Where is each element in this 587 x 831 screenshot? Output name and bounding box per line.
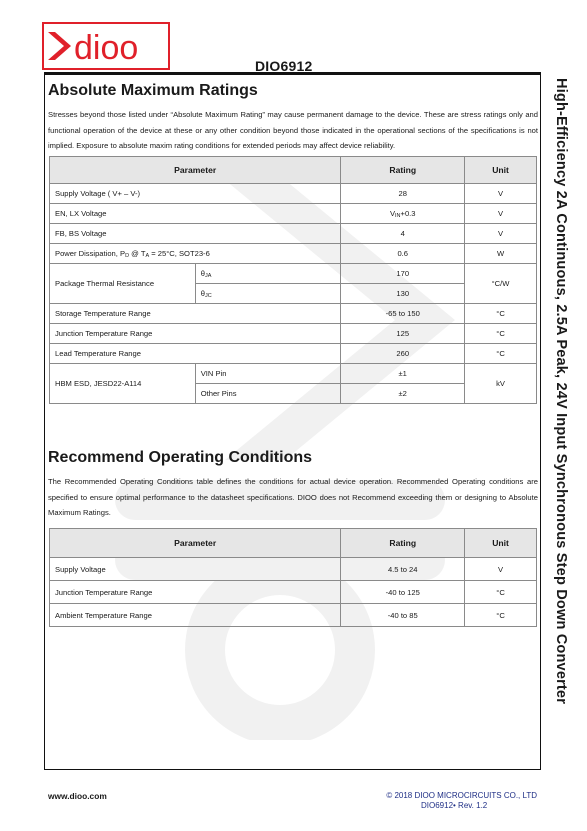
table-cell: 260 (341, 344, 465, 364)
table-cell: kV (465, 364, 537, 404)
rec-op-paragraph: The Recommended Operating Conditions table defines the conditions for actual device operation. Recommended Operating conditions are specified to ensure optimal performance to the datasheet specifications. DIOO does not Recommend exceeding them or designing to Absolute Maximum Ratings. (48, 477, 538, 517)
table-cell: -40 to 85 (341, 604, 465, 627)
table-cell: Other Pins (195, 384, 341, 404)
table-row (50, 204, 537, 224)
table-cell: Package Thermal Resistance (50, 264, 196, 304)
table-header-row (50, 157, 537, 184)
table-row (50, 364, 537, 384)
table-row (50, 344, 537, 364)
rec-op-table (49, 528, 537, 627)
column-header: Unit (465, 529, 537, 558)
table-cell: Ambient Temperature Range (50, 604, 341, 627)
table-cell: V (465, 184, 537, 204)
table-cell: 125 (341, 324, 465, 344)
table-cell: FB, BS Voltage (50, 224, 341, 244)
table-row (50, 558, 537, 581)
column-header: Rating (341, 157, 465, 184)
svg-text:dioo: dioo (74, 29, 139, 67)
table-header-row (50, 529, 537, 558)
table-cell: ±1 (341, 364, 465, 384)
sidebar-title-text: High-Efficiency 2A Continuous, 2.5A Peak, 24V Input Synchronous Step Down Converter (553, 78, 569, 705)
table-row (50, 224, 537, 244)
table-cell: -40 to 125 (341, 581, 465, 604)
table-cell: Supply Voltage ( V+ – V-) (50, 184, 341, 204)
table-cell: Junction Temperature Range (50, 581, 341, 604)
table-row (50, 581, 537, 604)
table-row (50, 184, 537, 204)
table-cell: °C (465, 304, 537, 324)
table-cell: ±2 (341, 384, 465, 404)
column-header: Rating (341, 529, 465, 558)
table-cell: EN, LX Voltage (50, 204, 341, 224)
table-row (50, 244, 537, 264)
table-cell: -65 to 150 (341, 304, 465, 324)
part-number-title: DIO6912 (255, 58, 313, 74)
table-cell: Lead Temperature Range (50, 344, 341, 364)
table-cell: °C (465, 324, 537, 344)
footer-revision: DIO6912• Rev. 1.2 (421, 801, 488, 810)
column-header: Parameter (50, 529, 341, 558)
table-cell: V (465, 224, 537, 244)
table-cell: 4.5 to 24 (341, 558, 465, 581)
table-row (50, 304, 537, 324)
table-cell: Supply Voltage (50, 558, 341, 581)
table-row (50, 324, 537, 344)
table-cell: Storage Temperature Range (50, 304, 341, 324)
table-cell: $\theta_{JC}$ (195, 284, 341, 304)
rec-op-title: Recommend Operating Conditions (48, 449, 313, 466)
footer-website-link[interactable]: www.dioo.com (48, 791, 107, 801)
table-cell: HBM ESD, JESD22-A114 (50, 364, 196, 404)
table-cell: Power Dissipation, $P_D$ @ $T_A = 25^\circ C$, SOT23-6 (50, 244, 341, 264)
abs-max-paragraph: Stresses beyond those listed under “Absolute Maximum Rating” may cause permanent damage to the device. These are stress ratings only and functional operation of the device at these or any other condition beyond those indicated in the operational sections of the specifications is not implied. Exposure to absolute maxim rating conditions for extended periods may affect device reliability. (48, 110, 538, 150)
table-row (50, 604, 537, 627)
table-cell: V (465, 204, 537, 224)
table-cell: $\theta_{JA}$ (195, 264, 341, 284)
table-cell: W (465, 244, 537, 264)
column-header: Parameter (50, 157, 341, 184)
footer-copyright: © 2018 DIOO MICROCIRCUITS CO., LTD (386, 791, 537, 800)
table-cell: 130 (341, 284, 465, 304)
abs-max-table (49, 156, 537, 404)
table-cell: Junction Temperature Range (50, 324, 341, 344)
table-cell: °C (465, 604, 537, 627)
abs-max-title: Absolute Maximum Ratings (48, 82, 258, 99)
table-cell: °C/W (465, 264, 537, 304)
table-row (50, 264, 537, 284)
table-cell: 4 (341, 224, 465, 244)
table-cell: 28 (341, 184, 465, 204)
table-cell: V (465, 558, 537, 581)
table-cell: $V_{IN}+0.3$ (341, 204, 465, 224)
dioo-logo (42, 22, 170, 70)
table-cell: 0.6 (341, 244, 465, 264)
column-header: Unit (465, 157, 537, 184)
table-cell: VIN Pin (195, 364, 341, 384)
table-cell: 170 (341, 264, 465, 284)
sidebar-title (543, 78, 569, 743)
table-cell: °C (465, 344, 537, 364)
table-cell: °C (465, 581, 537, 604)
